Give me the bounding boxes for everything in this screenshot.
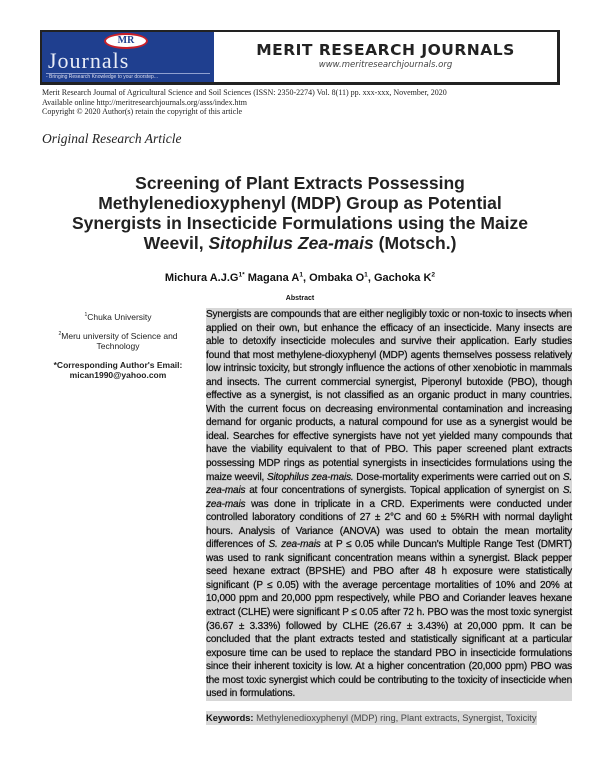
abstract-section: [0, 308, 600, 746]
logo-mr-badge: MR: [104, 33, 148, 49]
affiliation-2: $^2$Meru university of Science and Technology: [58, 330, 178, 351]
abstract-text: [206, 308, 572, 701]
species-name: S. zea-mais: [268, 539, 321, 551]
copyright-line: Copyright © 2020 Author(s) retain the copyright of this article: [42, 107, 243, 116]
author-separator: ,: [367, 272, 374, 284]
title-line: Synergists in Insecticide Formulations using the Maize: [71, 213, 529, 233]
author: Michura A.J.G: [164, 272, 239, 284]
availability-line: Available online http://meritresearchjournals.org/asss/index.htm: [42, 97, 247, 107]
abstract-segment: Dose-mortality experiments were carried out on: [353, 471, 563, 483]
paper-title: [10, 173, 590, 253]
keywords-list: Methylenedioxyphenyl (MDP) ring, Plant extracts, Synergist, Toxicity: [253, 712, 537, 723]
title-line: Screening of Plant Extracts Possessing: [135, 173, 465, 193]
author-affiliation-mark: 1*: [238, 271, 245, 279]
author: Ombaka O: [309, 272, 365, 284]
title-line: Weevil, Sitophilus Zea-mais (Motsch.): [143, 233, 457, 253]
abstract-column: [206, 308, 572, 726]
author-separator: ,: [302, 272, 310, 284]
journal-logo: [42, 32, 214, 82]
abstract-segment: at four concentrations of synergists. Topical application of synergist on: [245, 485, 563, 497]
abstract-segment: at P ≤ 0.05 while Duncan's Multiple Range Test (DMRT) was used to rank significant concentration means within a synergist. Black pepper seed hexane extract (BPSHE) and PBO after 48 h exposure were statistically significant (P ≤ 0.05) with the average percentage mortalities of 10% and 20% at 10,000 ppm and 20,000 ppm respectively, while PBO and Coriander leaves hexane extract (CLHE) were significant P ≤ 0.05 after 72 h. PBO was the most toxic synergist (36.67 ± 3.33%) followed by CLHE (26.67 ± 3.43%) at 20,000 ppm. It can be concluded that the plant extracts tested and statistically significant at a particular exposure time can be used to replace the standard PBO in insecticide formulations since their inherent toxicity is low. At a higher concentration (20,000 ppm) PBO was the most toxic synergist which could be contributing to the toxicity of insecticide when used in formulations.: [206, 539, 572, 700]
keywords-label: Keywords:: [206, 712, 254, 723]
logo-journals-text: Journals: [48, 48, 130, 73]
species-name: S. zea-mais: [206, 485, 572, 510]
logo-tagline: - Bringing Research Knowledge to your doorstep...: [46, 73, 210, 81]
keywords: [206, 711, 537, 725]
author-affiliation-mark: 1: [364, 271, 368, 279]
abstract-segment: was done in triplicate in a CRD. Experiments were conducted under controlled laboratory conditions of 27 ± 2°C and 60 ± 5%RH with normal daylight hours. Analysis of Variance (ANOVA) was used to obtain the mean mortality differences of: [206, 498, 572, 551]
citation-block: [42, 88, 447, 117]
citation-line: Merit Research Journal of Agricultural Science and Soil Sciences (ISSN: 2350-2274) Vol. 8(11) pp. xxx-xxx, November, 2020: [42, 88, 447, 97]
affiliations: [38, 308, 198, 726]
article-body: [0, 131, 600, 746]
species-name: Sitophilus zea-mais.: [266, 471, 354, 483]
corresponding-author: *Corresponding Author's Email: mican1990@yahoo.com: [53, 359, 183, 380]
journal-banner: [40, 30, 560, 85]
author-list: [30, 271, 570, 285]
abstract-label: Abstract: [285, 295, 315, 302]
author: Gachoka K: [373, 272, 432, 284]
author-affiliation-mark: 2: [431, 271, 436, 279]
journal-url[interactable]: www.meritresearchjournals.org: [318, 60, 453, 70]
species-name: Sitophilus Zea-mais: [208, 233, 374, 253]
abstract-segment: Synergists are compounds that are either negligibly toxic or non-toxic to insects when applied on their own, but enhance the efficacy of an insecticide. Many insects are able to detoxify insecticide molecules and survive their application. Early studies found that most methylene-dioxyphenyl (MDP) agents themselves possess relatively low intrinsic toxicity, but strongly influence the actions of other xenobiotic in mammals and insects. The current commercial synergist, Piperonyl butoxide (PBO), though effective as a synergist, is not classified as an organic product in many countries. With the current focus on decreasing environmental contamination and increasing demand for organic products, a natural compound for use as a synergist would be ideal. Searches for effective synergists have not yet yielded many compounds that have the viability equivalent to that of PBO. This paper screened plant extracts possessing MDP rings as potential synergists in insecticides formulations using the maize weevil,: [206, 309, 572, 483]
author: Magana A: [247, 272, 300, 284]
affiliation-1: $^1$Chuka University: [84, 312, 152, 322]
author-affiliation-mark: 1: [299, 271, 303, 279]
title-line: Methylenedioxyphenyl (MDP) Group as Potential: [98, 193, 502, 213]
journal-name: MERIT RESEARCH JOURNALS: [256, 41, 515, 59]
article-type: Original Research Article: [42, 131, 182, 146]
corresponding-email[interactable]: mican1990@yahoo.com: [69, 370, 167, 380]
species-name: S. zea-mais: [206, 471, 573, 497]
